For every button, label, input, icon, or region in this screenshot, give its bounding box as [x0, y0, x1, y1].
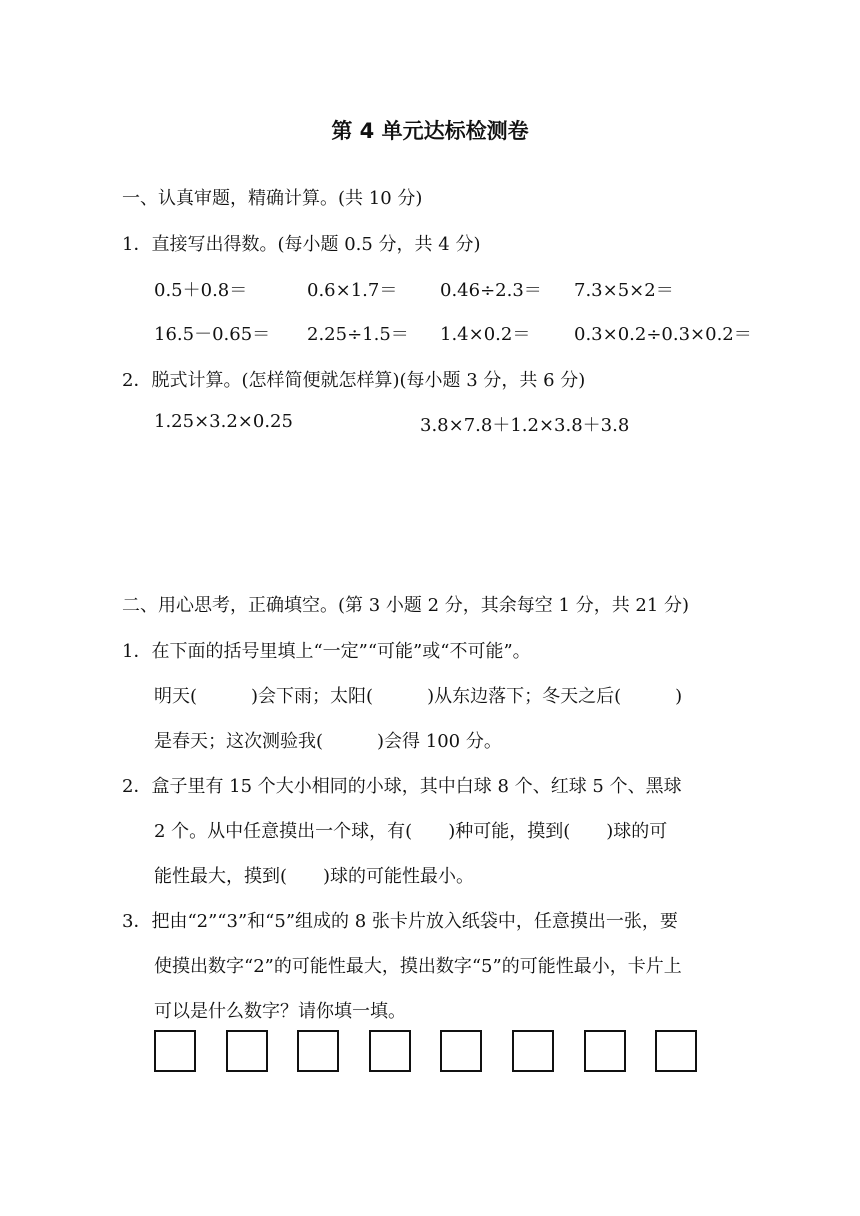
section-2-q2-line2: 2 个。从中任意摸出一个球，有( )种可能，摸到( )球的可 [154, 821, 668, 842]
oral-calc-item: 0.6×1.7＝ [307, 280, 398, 301]
card-answer-box[interactable] [440, 1030, 482, 1072]
oral-calc-item: 0.3×0.2÷0.3×0.2＝ [574, 324, 752, 345]
card-answer-box[interactable] [655, 1030, 697, 1072]
oral-calc-item: 2.25÷1.5＝ [307, 324, 409, 345]
stepwise-expr: 3.8×7.8＋1.2×3.8＋3.8 [420, 415, 630, 436]
section-2-q3-line1: 3．把由“2”“3”和“5”组成的 8 张卡片放入纸袋中，任意摸出一张，要 [122, 911, 678, 932]
section-2-q3-line3: 可以是什么数字？请你填一填。 [154, 1001, 406, 1022]
section-1-q2-text: 2．脱式计算。(怎样简便就怎样算)(每小题 3 分，共 6 分) [122, 370, 586, 391]
section-2-q2-line1: 2．盒子里有 15 个大小相同的小球，其中白球 8 个、红球 5 个、黑球 [122, 776, 682, 797]
oral-calc-item: 16.5－0.65＝ [154, 324, 271, 345]
section-2-q1-text: 1．在下面的括号里填上“一定”“可能”或“不可能”。 [122, 641, 531, 662]
card-answer-box[interactable] [584, 1030, 626, 1072]
card-answer-box[interactable] [154, 1030, 196, 1072]
section-1-q1-text: 1．直接写出得数。(每小题 0.5 分，共 4 分) [122, 234, 481, 255]
section-2-q1-line1: 明天( )会下雨；太阳( )从东边落下；冬天之后( ) [154, 686, 683, 707]
card-answer-box[interactable] [512, 1030, 554, 1072]
oral-calc-item: 0.46÷2.3＝ [440, 280, 542, 301]
page-title: 第 4 单元达标检测卷 [331, 119, 529, 143]
section-2-q3-line2: 使摸出数字“2”的可能性最大，摸出数字“5”的可能性最小，卡片上 [154, 956, 682, 977]
card-answer-box[interactable] [297, 1030, 339, 1072]
card-answer-boxes [154, 1030, 714, 1072]
section-2-q2-line3: 能性最大，摸到( )球的可能性最小。 [154, 866, 475, 887]
oral-calc-item: 7.3×5×2＝ [574, 280, 674, 301]
oral-calc-item: 1.4×0.2＝ [440, 324, 531, 345]
oral-calc-item: 0.5＋0.8＝ [154, 280, 248, 301]
section-2-heading: 二、用心思考，正确填空。(第 3 小题 2 分，其余每空 1 分，共 21 分) [122, 595, 690, 616]
section-2-q1-line2: 是春天；这次测验我( )会得 100 分。 [154, 731, 502, 752]
stepwise-expr: 1.25×3.2×0.25 [154, 411, 293, 432]
card-answer-box[interactable] [226, 1030, 268, 1072]
card-answer-box[interactable] [369, 1030, 411, 1072]
section-1-heading: 一、认真审题，精确计算。(共 10 分) [122, 188, 423, 209]
